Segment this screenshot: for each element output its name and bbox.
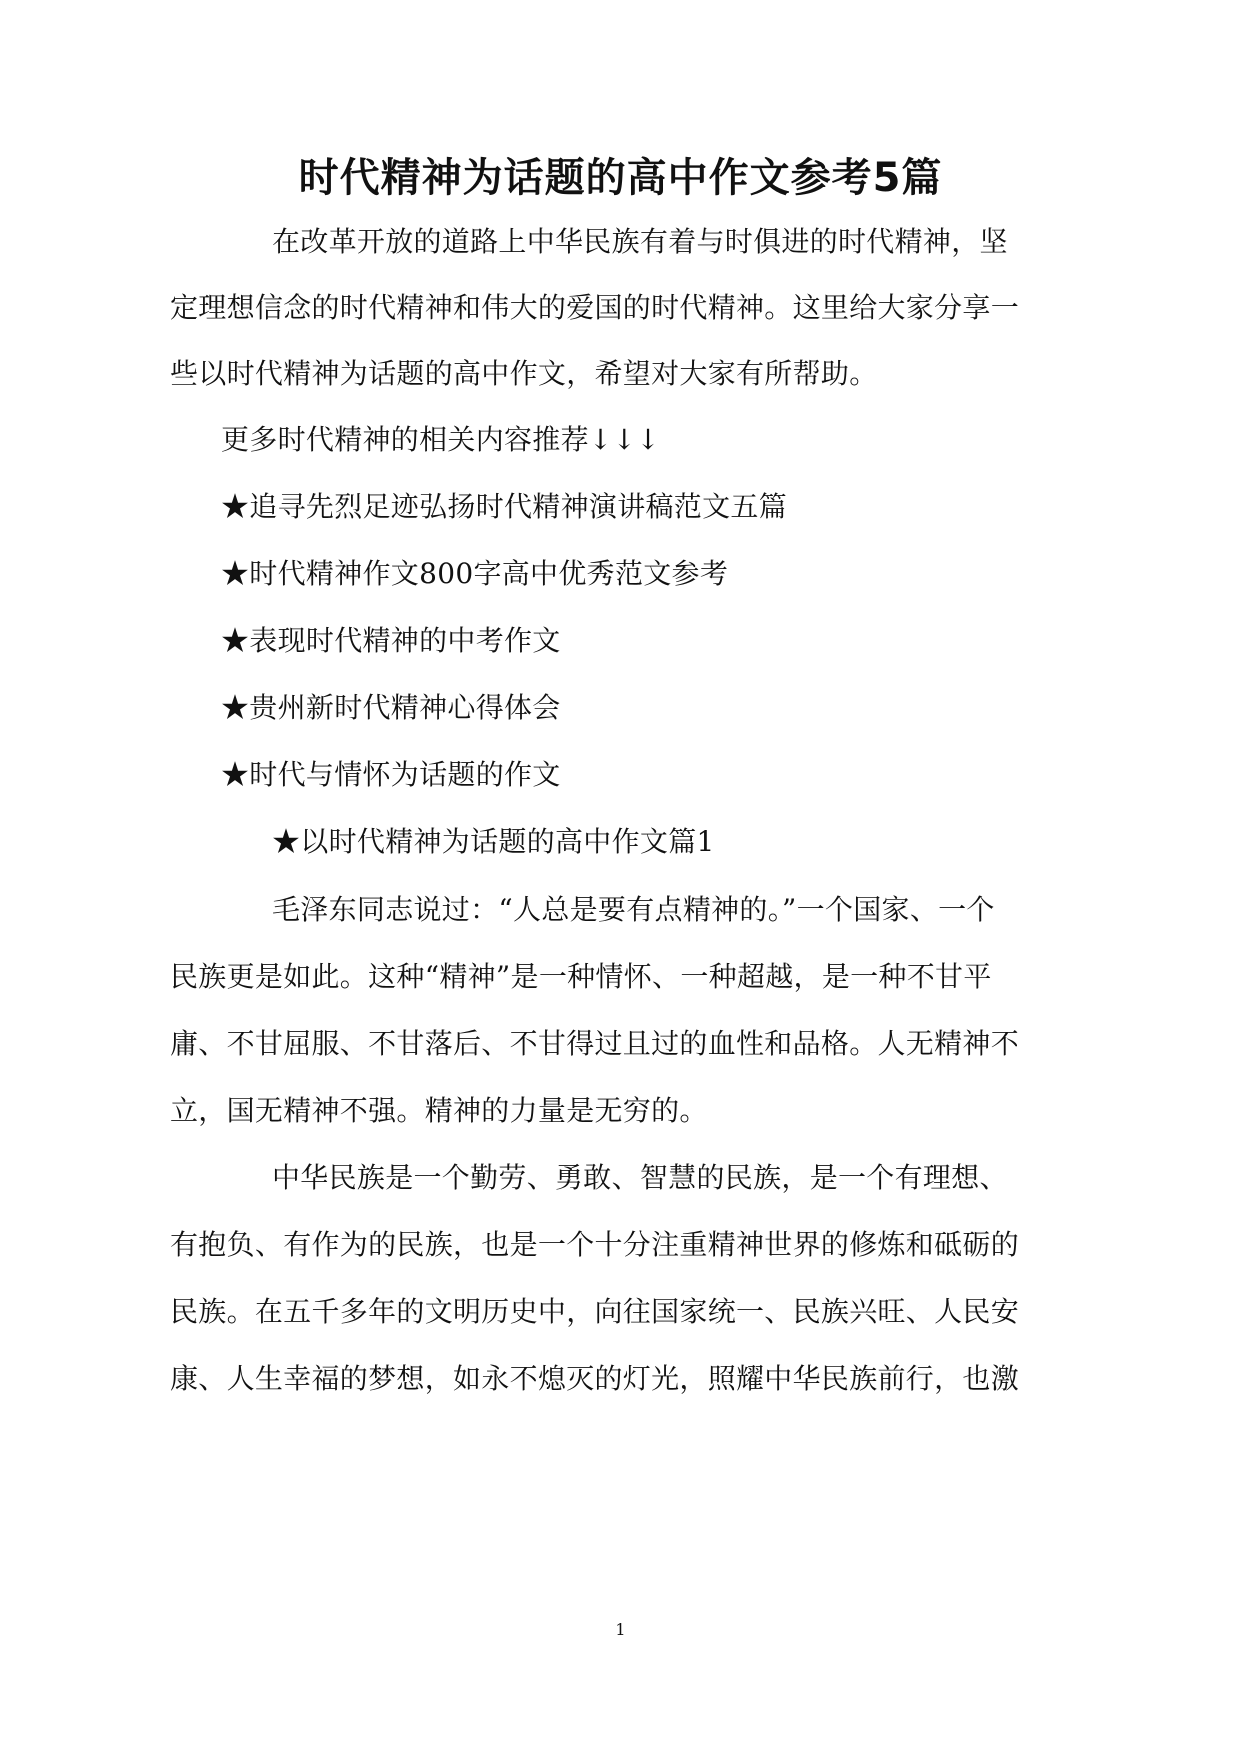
intro-line: 在改革开放的道路上中华民族有着与时俱进的时代精神，坚	[272, 225, 1008, 258]
paragraph-line: 康、人生幸福的梦想，如永不熄灭的灯光，照耀中华民族前行，也激	[170, 1362, 1020, 1395]
recommend-link[interactable]: ★时代与情怀为话题的作文	[221, 758, 561, 791]
paragraph-line: 民族。在五千多年的文明历史中，向往国家统一、民族兴旺、人民安	[170, 1295, 1020, 1328]
intro-line: 些以时代精神为话题的高中作文，希望对大家有所帮助。	[170, 357, 878, 390]
paragraph-line: 民族更是如此。这种“精神”是一种情怀、一种超越，是一种不甘平	[170, 960, 992, 993]
paragraph-line: 中华民族是一个勤劳、勇敢、智慧的民族，是一个有理想、	[272, 1161, 1008, 1194]
recommend-link[interactable]: ★表现时代精神的中考作文	[221, 624, 561, 657]
page-number: 1	[615, 1620, 626, 1639]
intro-line: 定理想信念的时代精神和伟大的爱国的时代精神。这里给大家分享一	[170, 291, 1020, 324]
recommend-link[interactable]: ★追寻先烈足迹弘扬时代精神演讲稿范文五篇	[221, 490, 788, 523]
paragraph-line: 有抱负、有作为的民族，也是一个十分注重精神世界的修炼和砥砺的	[170, 1228, 1020, 1261]
recommend-link[interactable]: ★贵州新时代精神心得体会	[221, 691, 561, 724]
paragraph-line: 立，国无精神不强。精神的力量是无穷的。	[170, 1094, 708, 1127]
paragraph-line: 庸、不甘屈服、不甘落后、不甘得过且过的血性和品格。人无精神不	[170, 1027, 1020, 1060]
recommend-heading: 更多时代精神的相关内容推荐↓↓↓	[221, 423, 661, 456]
document-title: 时代精神为话题的高中作文参考5篇	[298, 155, 943, 201]
section-heading: ★以时代精神为话题的高中作文篇1	[272, 825, 715, 858]
recommend-link[interactable]: ★时代精神作文800字高中优秀范文参考	[221, 557, 729, 590]
paragraph-line: 毛泽东同志说过：“人总是要有点精神的。”一个国家、一个	[272, 893, 995, 926]
